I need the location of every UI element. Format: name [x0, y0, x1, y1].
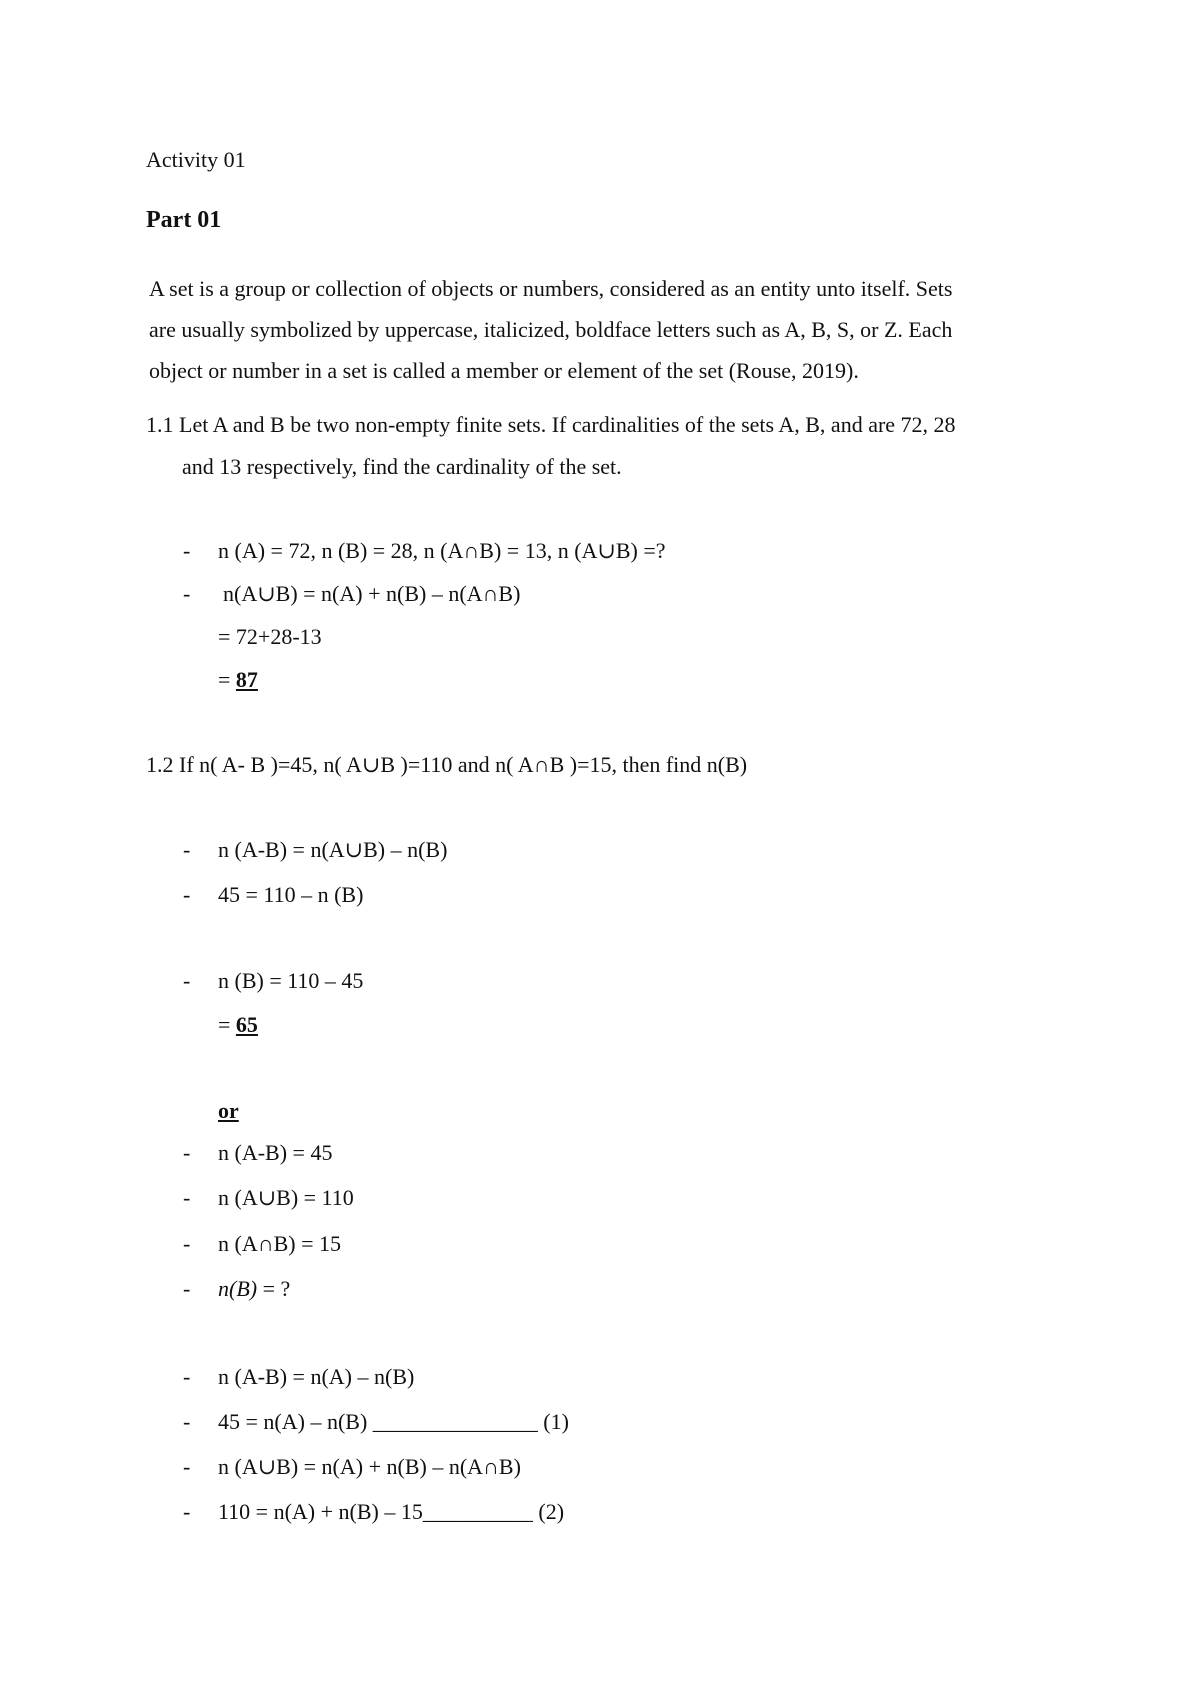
bullet-dash: - [183, 968, 191, 993]
bullet-dash: - [183, 837, 191, 862]
q1-2-m1-step1: n (A-B) = n(A∪B) – n(B) [218, 837, 448, 862]
intro-line: A set is a group or collection of objects or numbers, considered as an entity unto itself. Sets [149, 276, 953, 301]
q1-2-m1-result [218, 1012, 258, 1038]
q1-1-formula: n(A∪B) = n(A) + n(B) – n(A∩B) [223, 581, 521, 606]
q1-2-m2-step2: 45 = n(A) – n(B) _______________ (1) [218, 1409, 569, 1434]
q1-2-m2-given3: n (A∩B) = 15 [218, 1231, 342, 1256]
q1-2-m2-step3: n (A∪B) = n(A) + n(B) – n(A∩B) [218, 1454, 521, 1479]
q1-2-m2-given2: n (A∪B) = 110 [218, 1185, 354, 1210]
q1-2-m1-step2: 45 = 110 – n (B) [218, 882, 364, 907]
q1-2-m2-given1: n (A-B) = 45 [218, 1140, 333, 1165]
bullet-dash: - [183, 581, 191, 606]
bullet-dash: - [183, 1231, 191, 1256]
intro-line: object or number in a set is called a member or element of the set (Rouse, 2019). [149, 358, 859, 383]
result-prefix: = [218, 667, 236, 692]
result-value: 65 [235, 1012, 258, 1037]
q1-1-given: n (A) = 72, n (B) = 28, n (A∩B) = 13, n (A∪B) =? [218, 538, 666, 563]
q1-2-m2-step1: n (A-B) = n(A) – n(B) [218, 1364, 415, 1389]
bullet-dash: - [183, 1499, 191, 1524]
bullet-dash: - [183, 1276, 191, 1301]
question-1-2: 1.2 If n( A- B )=45, n( A∪B )=110 and n( A∩B )=15, then find n(B) [146, 752, 748, 777]
intro-paragraph [149, 268, 1069, 391]
q1-1-substitute: = 72+28-13 [218, 624, 322, 649]
question-1-1-line1: 1.1 Let A and B be two non-empty finite sets. If cardinalities of the sets A, B, and are 72, 28 [146, 412, 956, 437]
q1-2-m2-unknown [218, 1276, 290, 1302]
bullet-dash: - [183, 1185, 191, 1210]
or-label: or [218, 1098, 239, 1123]
bullet-dash: - [183, 538, 191, 563]
part-heading: Part 01 [146, 207, 222, 233]
bullet-dash: - [183, 1454, 191, 1479]
q1-2-m1-step3: n (B) = 110 – 45 [218, 968, 364, 993]
intro-line: are usually symbolized by uppercase, italicized, boldface letters such as A, B, S, or Z. Each [149, 317, 953, 342]
activity-label: Activity 01 [146, 147, 246, 172]
unknown-variable: n(B) [218, 1276, 258, 1301]
result-prefix: = [218, 1012, 236, 1037]
unknown-rest: = ? [257, 1276, 291, 1301]
bullet-dash: - [183, 1364, 191, 1389]
result-value: 87 [235, 667, 258, 692]
q1-1-result [218, 667, 258, 693]
bullet-dash: - [183, 882, 191, 907]
question-1-1-line2: and 13 respectively, find the cardinality of the set. [182, 454, 622, 479]
q1-2-m2-step4: 110 = n(A) + n(B) – 15__________ (2) [218, 1499, 565, 1524]
bullet-dash: - [183, 1140, 191, 1165]
bullet-dash: - [183, 1409, 191, 1434]
